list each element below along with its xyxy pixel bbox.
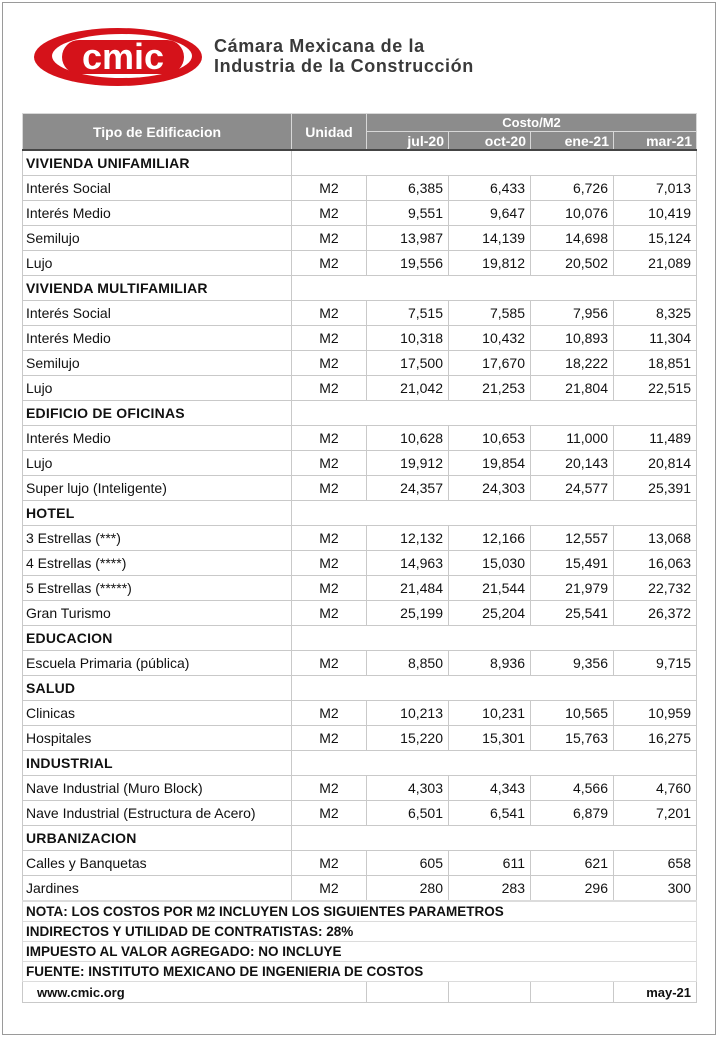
section-title: URBANIZACION bbox=[23, 826, 292, 851]
organization-name bbox=[214, 36, 474, 76]
cost-value: 10,653 bbox=[449, 426, 531, 451]
cost-value: 25,541 bbox=[531, 601, 614, 626]
cost-value: 6,501 bbox=[367, 801, 449, 826]
table-row bbox=[23, 776, 697, 801]
cost-value: 15,763 bbox=[531, 726, 614, 751]
cost-value: 4,760 bbox=[614, 776, 697, 801]
cost-value: 4,566 bbox=[531, 776, 614, 801]
unit-cell: M2 bbox=[292, 526, 367, 551]
header-period: jul-20 bbox=[367, 132, 449, 151]
building-type: Calles y Banquetas bbox=[23, 851, 292, 876]
header-period: ene-21 bbox=[531, 132, 614, 151]
cost-value: 16,275 bbox=[614, 726, 697, 751]
building-type: Lujo bbox=[23, 376, 292, 401]
cost-value: 21,804 bbox=[531, 376, 614, 401]
table-row bbox=[23, 701, 697, 726]
section-row bbox=[23, 401, 697, 426]
cost-value: 7,201 bbox=[614, 801, 697, 826]
cost-value: 17,670 bbox=[449, 351, 531, 376]
cost-value: 25,391 bbox=[614, 476, 697, 501]
building-type: Semilujo bbox=[23, 226, 292, 251]
cost-value: 24,303 bbox=[449, 476, 531, 501]
unit-cell: M2 bbox=[292, 176, 367, 201]
table-row bbox=[23, 726, 697, 751]
logo-text: cmic bbox=[81, 36, 165, 77]
table-row bbox=[23, 876, 697, 902]
building-type: 3 Estrellas (***) bbox=[23, 526, 292, 551]
cost-value: 20,143 bbox=[531, 451, 614, 476]
building-type: Clinicas bbox=[23, 701, 292, 726]
cost-value: 11,000 bbox=[531, 426, 614, 451]
unit-cell: M2 bbox=[292, 551, 367, 576]
header-costo: Costo/M2 bbox=[367, 114, 697, 132]
cost-value: 21,089 bbox=[614, 251, 697, 276]
cost-value: 14,698 bbox=[531, 226, 614, 251]
unit-cell: M2 bbox=[292, 351, 367, 376]
cost-value: 13,987 bbox=[367, 226, 449, 251]
cost-value: 10,432 bbox=[449, 326, 531, 351]
cost-value: 280 bbox=[367, 876, 449, 902]
unit-cell: M2 bbox=[292, 201, 367, 226]
cost-value: 10,893 bbox=[531, 326, 614, 351]
cost-value: 19,854 bbox=[449, 451, 531, 476]
cost-value: 22,732 bbox=[614, 576, 697, 601]
section-title: EDUCACION bbox=[23, 626, 292, 651]
cost-value: 10,231 bbox=[449, 701, 531, 726]
notes-block bbox=[23, 901, 697, 1003]
note-line: FUENTE: INSTITUTO MEXICANO DE INGENIERIA DE COSTOS bbox=[23, 962, 697, 982]
table-row bbox=[23, 326, 697, 351]
cost-value: 13,068 bbox=[614, 526, 697, 551]
section-row bbox=[23, 676, 697, 701]
header-period: oct-20 bbox=[449, 132, 531, 151]
note-line: INDIRECTOS Y UTILIDAD DE CONTRATISTAS: 28% bbox=[23, 922, 697, 942]
cost-value: 11,489 bbox=[614, 426, 697, 451]
cost-value: 18,851 bbox=[614, 351, 697, 376]
cost-value: 12,166 bbox=[449, 526, 531, 551]
note-line: NOTA: LOS COSTOS POR M2 INCLUYEN LOS SIGUIENTES PARAMETROS bbox=[23, 901, 697, 922]
cost-value: 7,585 bbox=[449, 301, 531, 326]
cost-value: 24,357 bbox=[367, 476, 449, 501]
table-row bbox=[23, 376, 697, 401]
unit-cell: M2 bbox=[292, 326, 367, 351]
cost-value: 6,385 bbox=[367, 176, 449, 201]
cost-value: 21,042 bbox=[367, 376, 449, 401]
cost-value: 6,726 bbox=[531, 176, 614, 201]
table-row bbox=[23, 226, 697, 251]
cost-value: 21,979 bbox=[531, 576, 614, 601]
cost-value: 10,419 bbox=[614, 201, 697, 226]
cost-value: 6,433 bbox=[449, 176, 531, 201]
cost-value: 9,356 bbox=[531, 651, 614, 676]
building-type: Interés Medio bbox=[23, 201, 292, 226]
cost-value: 8,936 bbox=[449, 651, 531, 676]
building-type: Interés Social bbox=[23, 176, 292, 201]
building-type: Nave Industrial (Estructura de Acero) bbox=[23, 801, 292, 826]
cost-value: 19,812 bbox=[449, 251, 531, 276]
table-row bbox=[23, 526, 697, 551]
section-row bbox=[23, 826, 697, 851]
cost-value: 25,199 bbox=[367, 601, 449, 626]
unit-cell: M2 bbox=[292, 701, 367, 726]
unit-cell: M2 bbox=[292, 301, 367, 326]
unit-cell: M2 bbox=[292, 451, 367, 476]
building-type: 4 Estrellas (****) bbox=[23, 551, 292, 576]
cost-value: 8,325 bbox=[614, 301, 697, 326]
cost-value: 6,541 bbox=[449, 801, 531, 826]
building-type: Interés Medio bbox=[23, 426, 292, 451]
unit-cell: M2 bbox=[292, 426, 367, 451]
cmic-logo bbox=[32, 26, 204, 88]
section-row bbox=[23, 276, 697, 301]
cost-value: 15,124 bbox=[614, 226, 697, 251]
building-type: Lujo bbox=[23, 451, 292, 476]
cost-value: 6,879 bbox=[531, 801, 614, 826]
cost-value: 10,076 bbox=[531, 201, 614, 226]
cost-value: 10,565 bbox=[531, 701, 614, 726]
building-type: Gran Turismo bbox=[23, 601, 292, 626]
table-row bbox=[23, 251, 697, 276]
cost-value: 15,220 bbox=[367, 726, 449, 751]
cost-value: 15,491 bbox=[531, 551, 614, 576]
website-link[interactable]: www.cmic.org bbox=[23, 982, 367, 1003]
cost-value: 10,959 bbox=[614, 701, 697, 726]
unit-cell: M2 bbox=[292, 726, 367, 751]
cost-value: 24,577 bbox=[531, 476, 614, 501]
cost-value: 9,647 bbox=[449, 201, 531, 226]
unit-cell: M2 bbox=[292, 476, 367, 501]
unit-cell: M2 bbox=[292, 376, 367, 401]
cost-table-sheet bbox=[22, 113, 696, 1003]
building-type: Escuela Primaria (pública) bbox=[23, 651, 292, 676]
cost-value: 25,204 bbox=[449, 601, 531, 626]
org-line-2: Industria de la Construcción bbox=[214, 56, 474, 76]
section-row bbox=[23, 501, 697, 526]
section-title: VIVIENDA UNIFAMILIAR bbox=[23, 150, 292, 176]
header-unidad: Unidad bbox=[292, 114, 367, 151]
cost-value: 18,222 bbox=[531, 351, 614, 376]
org-line-1: Cámara Mexicana de la bbox=[214, 36, 425, 56]
cost-value: 7,013 bbox=[614, 176, 697, 201]
building-type: Nave Industrial (Muro Block) bbox=[23, 776, 292, 801]
cost-table bbox=[22, 113, 697, 1003]
table-row bbox=[23, 351, 697, 376]
cost-value: 16,063 bbox=[614, 551, 697, 576]
table-row bbox=[23, 476, 697, 501]
cost-value: 14,963 bbox=[367, 551, 449, 576]
cost-value: 7,956 bbox=[531, 301, 614, 326]
unit-cell: M2 bbox=[292, 776, 367, 801]
header-tipo: Tipo de Edificacion bbox=[23, 114, 292, 151]
table-row bbox=[23, 176, 697, 201]
unit-cell: M2 bbox=[292, 876, 367, 902]
building-type: Jardines bbox=[23, 876, 292, 902]
table-row bbox=[23, 601, 697, 626]
table-row bbox=[23, 851, 697, 876]
cost-value: 21,253 bbox=[449, 376, 531, 401]
section-title: EDIFICIO DE OFICINAS bbox=[23, 401, 292, 426]
cost-value: 14,139 bbox=[449, 226, 531, 251]
section-title: INDUSTRIAL bbox=[23, 751, 292, 776]
table-row bbox=[23, 551, 697, 576]
table-row bbox=[23, 801, 697, 826]
section-row bbox=[23, 751, 697, 776]
cost-value: 22,515 bbox=[614, 376, 697, 401]
unit-cell: M2 bbox=[292, 851, 367, 876]
unit-cell: M2 bbox=[292, 576, 367, 601]
section-title: VIVIENDA MULTIFAMILIAR bbox=[23, 276, 292, 301]
section-row bbox=[23, 626, 697, 651]
cost-value: 605 bbox=[367, 851, 449, 876]
cost-value: 17,500 bbox=[367, 351, 449, 376]
section-title: HOTEL bbox=[23, 501, 292, 526]
cost-value: 11,304 bbox=[614, 326, 697, 351]
cost-value: 611 bbox=[449, 851, 531, 876]
cost-value: 7,515 bbox=[367, 301, 449, 326]
unit-cell: M2 bbox=[292, 601, 367, 626]
table-row bbox=[23, 651, 697, 676]
building-type: Interés Medio bbox=[23, 326, 292, 351]
unit-cell: M2 bbox=[292, 251, 367, 276]
cost-value: 9,551 bbox=[367, 201, 449, 226]
unit-cell: M2 bbox=[292, 801, 367, 826]
cost-value: 10,318 bbox=[367, 326, 449, 351]
header-period: mar-21 bbox=[614, 132, 697, 151]
building-type: Lujo bbox=[23, 251, 292, 276]
cost-value: 20,502 bbox=[531, 251, 614, 276]
cost-value: 9,715 bbox=[614, 651, 697, 676]
building-type: Hospitales bbox=[23, 726, 292, 751]
building-type: Super lujo (Inteligente) bbox=[23, 476, 292, 501]
cost-value: 283 bbox=[449, 876, 531, 902]
cost-value: 20,814 bbox=[614, 451, 697, 476]
section-row bbox=[23, 150, 697, 176]
cost-table-body bbox=[23, 150, 697, 901]
table-row bbox=[23, 201, 697, 226]
cost-value: 21,484 bbox=[367, 576, 449, 601]
building-type: Semilujo bbox=[23, 351, 292, 376]
cost-value: 10,213 bbox=[367, 701, 449, 726]
table-row bbox=[23, 426, 697, 451]
cost-value: 621 bbox=[531, 851, 614, 876]
cost-value: 12,557 bbox=[531, 526, 614, 551]
cost-value: 10,628 bbox=[367, 426, 449, 451]
cost-value: 15,301 bbox=[449, 726, 531, 751]
building-type: 5 Estrellas (*****) bbox=[23, 576, 292, 601]
cost-value: 19,556 bbox=[367, 251, 449, 276]
cost-value: 15,030 bbox=[449, 551, 531, 576]
table-row bbox=[23, 301, 697, 326]
publication-date: may-21 bbox=[614, 982, 697, 1003]
unit-cell: M2 bbox=[292, 651, 367, 676]
note-line: IMPUESTO AL VALOR AGREGADO: NO INCLUYE bbox=[23, 942, 697, 962]
building-type: Interés Social bbox=[23, 301, 292, 326]
section-title: SALUD bbox=[23, 676, 292, 701]
cost-value: 8,850 bbox=[367, 651, 449, 676]
cost-value: 296 bbox=[531, 876, 614, 902]
cost-value: 300 bbox=[614, 876, 697, 902]
table-row bbox=[23, 576, 697, 601]
cost-value: 12,132 bbox=[367, 526, 449, 551]
cost-value: 4,343 bbox=[449, 776, 531, 801]
cost-value: 19,912 bbox=[367, 451, 449, 476]
cost-value: 658 bbox=[614, 851, 697, 876]
cost-value: 21,544 bbox=[449, 576, 531, 601]
cost-value: 26,372 bbox=[614, 601, 697, 626]
cost-value: 4,303 bbox=[367, 776, 449, 801]
unit-cell: M2 bbox=[292, 226, 367, 251]
table-row bbox=[23, 451, 697, 476]
